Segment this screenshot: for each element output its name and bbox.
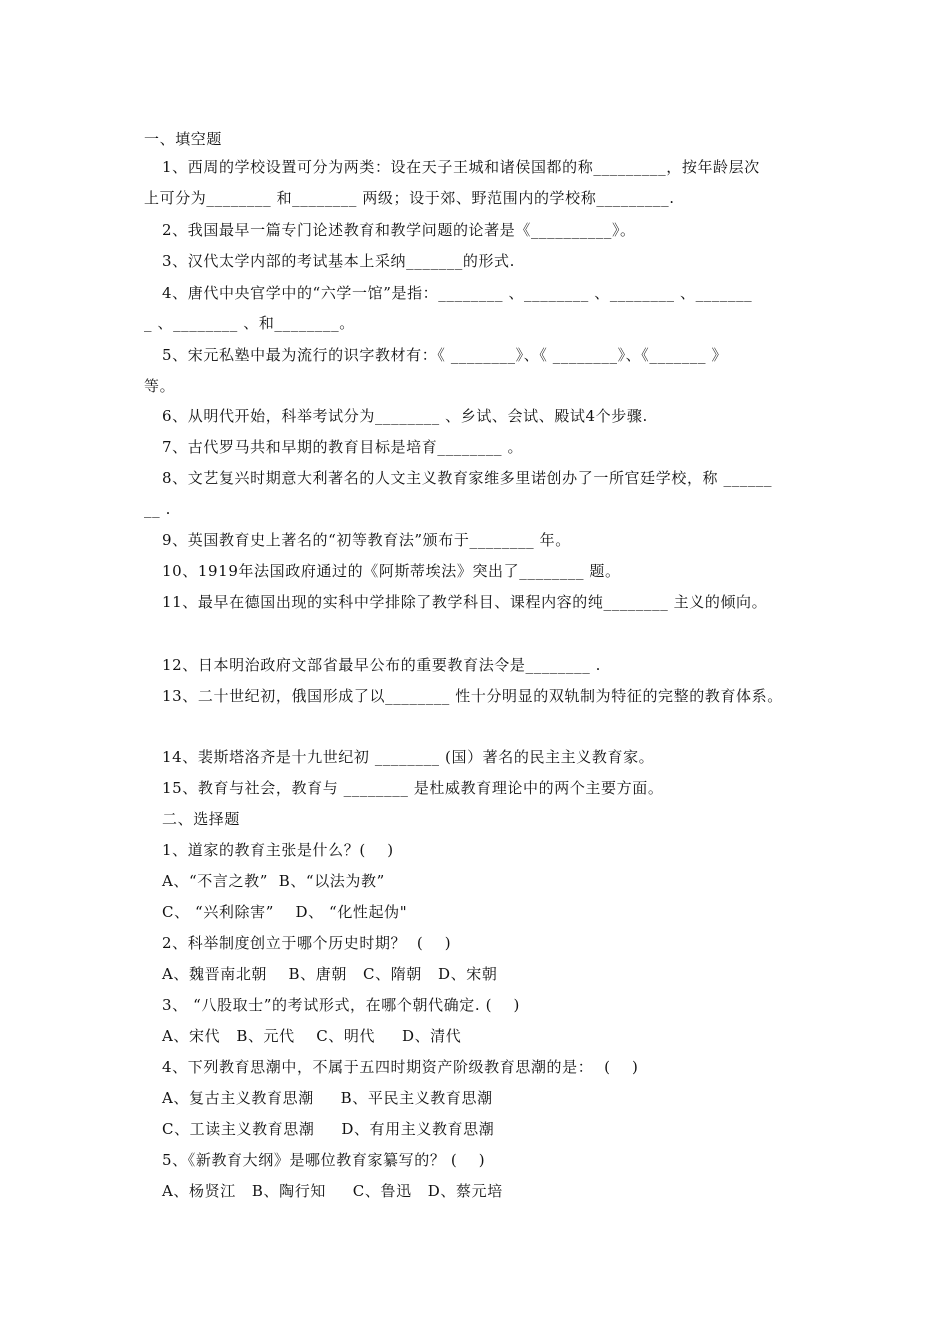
question-line: 8、文艺复兴时期意大利著名的人文主义教育家维多里诺创办了一所官廷学校，称 ______: [162, 469, 773, 487]
question-line: 12、日本明治政府文部省最早公布的重要教育法令是________ .: [162, 656, 602, 674]
question-line: 6、从明代开始，科举考试分为________ 、乡试、会试、殿试4个步骤.: [162, 407, 648, 425]
choice-options: A、杨贤江 B、陶行知 C、鲁迅 D、蔡元培: [162, 1182, 503, 1200]
question-line: 等。: [144, 377, 176, 395]
choice-question: 1、道家的教育主张是什么？( ): [162, 841, 394, 859]
choice-question: 5、《新教育大纲》是哪位教育家纂写的？ ( ): [162, 1151, 486, 1169]
question-line: _ 、________ 、和________。: [144, 314, 355, 332]
choice-options: C、工读主义教育思潮 D、有用主义教育思潮: [162, 1120, 495, 1138]
section-heading-fill-blank: 一、填空题: [144, 130, 223, 148]
question-line: 13、二十世纪初，俄国形成了以________ 性十分明显的双轨制为特征的完整的教育体系。: [162, 687, 783, 705]
question-line: 5、宋元私塾中最为流行的识字教材有：《 ________》、《 ________》、《_______ 》: [162, 346, 728, 364]
choice-question: 3、 “八股取士”的考试形式，在哪个朝代确定. ( ): [162, 996, 520, 1014]
choice-options: C、 “兴利除害” D、 “化性起伪": [162, 903, 408, 921]
question-line: 14、裴斯塔洛齐是十九世纪初 ________ (国）著名的民主主义教育家。: [162, 748, 655, 766]
question-line: 1、西周的学校设置可分为两类：设在天子王城和诸侯国都的称_________，按年龄层次: [162, 158, 760, 176]
choice-question: 2、科举制度创立于哪个历史时期？ ( ): [162, 934, 452, 952]
question-line: 9、英国教育史上著名的“初等教育法”颁布于________ 年。: [162, 531, 571, 549]
question-line: 3、汉代太学内部的考试基本上采纳_______的形式.: [162, 252, 516, 270]
choice-options: A、“不言之教” B、“以法为教”: [162, 872, 385, 890]
question-line: 11、最早在德国出现的实科中学排除了教学科目、课程内容的纯________ 主义的倾向。: [162, 593, 768, 611]
choice-options: A、宋代 B、元代 C、明代 D、清代: [162, 1027, 462, 1045]
question-line: 上可分为________ 和________ 两级；设于郊、野范围内的学校称_________.: [144, 189, 675, 207]
section-heading-multiple-choice: 二、选择题: [162, 810, 241, 828]
question-line: 10、1919年法国政府通过的《阿斯蒂埃法》突出了________ 题。: [162, 562, 621, 580]
question-line: 15、教育与社会，教育与 ________ 是杜威教育理论中的两个主要方面。: [162, 779, 664, 797]
question-line: 2、我国最早一篇专门论述教育和教学问题的论著是《__________》。: [162, 221, 636, 239]
choice-question: 4、下列教育思潮中，不属于五四时期资产阶级教育思潮的是： ( ): [162, 1058, 639, 1076]
question-line: 4、唐代中央官学中的“六学一馆”是指：________ 、________ 、________ 、_______: [162, 284, 753, 302]
choice-options: A、复古主义教育思潮 B、平民主义教育思潮: [162, 1089, 493, 1107]
choice-options: A、魏晋南北朝 B、唐朝 C、隋朝 D、宋朝: [162, 965, 498, 983]
question-line: 7、古代罗马共和早期的教育目标是培育________ 。: [162, 438, 524, 456]
question-line: __ .: [144, 500, 171, 518]
